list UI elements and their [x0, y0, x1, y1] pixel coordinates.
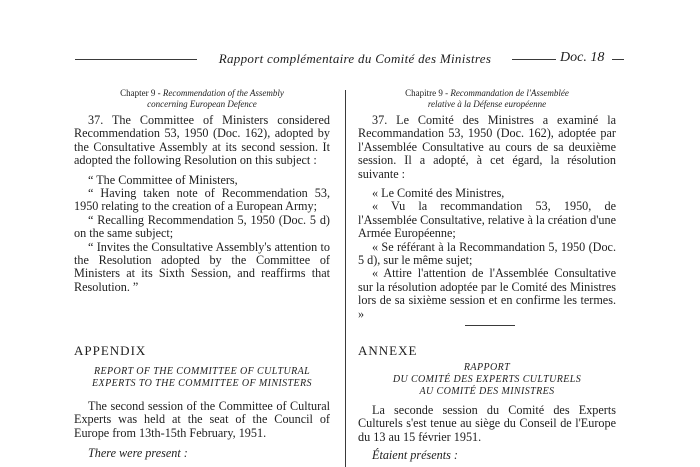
chapter-heading-fr: Chapitre 9 - Recommandation de l'Assemblée relative à la Défense européenne — [405, 88, 569, 109]
quote-line: « Se référant à la Recommandation 5, 1950 (Doc. 5 d), sur le même sujet; — [358, 239, 616, 268]
quote-line: « Vu la recommandation 53, 1950, de l'Assemblée Consultative, relative à la création d'une Armée Européenne; — [358, 199, 616, 241]
annex-paragraph-fr: La seconde session du Comité des Experts Culturels s'est tenue au siège du Conseil de l'Europe du 13 au 15 février 1951. — [358, 403, 616, 444]
quote-line: « Le Comité des Ministres, — [372, 186, 505, 201]
paragraph-37-en: 37. The Committee of Ministers considered Recommendation 53, 1950 (Doc. 162), adopted by the Consultative Assembly at its second session. It adopted the following Resolution on this subject : — [74, 113, 330, 168]
english-column — [74, 88, 330, 294]
rapport-sub-line2: AU COMITÉ DES MINISTRES — [419, 386, 555, 397]
appendix-paragraph-en: The second session of the Committee of Cultural Experts was held at the seat of the Council of Europe from 13th-15th February, 1951. — [74, 399, 330, 440]
rapport-sub-line1: DU COMITÉ DES EXPERTS CULTURELS — [392, 374, 582, 385]
chapter-title-line1: Recommandation de l'Assemblée — [450, 88, 569, 98]
resolution-quote-fr — [358, 187, 616, 321]
quote-line: “ Having taken note of Recommendation 53, 1950 relating to the creation of a European Army; — [74, 186, 330, 214]
french-column — [358, 88, 616, 321]
quote-line: “ Invites the Consultative Assembly's attention to the Resolution adopted by the Committee of Ministers at its Sixth Session, and reaffirms that Resolution. ” — [74, 239, 330, 294]
appendix-title: APPENDIX — [74, 343, 147, 358]
chapter-heading-en: Chapter 9 - Recommendation of the Assembly concerning European Defence — [120, 88, 284, 109]
doc-number: Doc. 18 — [560, 50, 605, 65]
quote-line: “ Recalling Recommendation 5, 1950 (Doc. 5 d) on the same subject; — [74, 212, 330, 241]
header-rule-end — [612, 59, 624, 60]
rapport-label: RAPPORT — [463, 362, 511, 373]
annex-title: ANNEXE — [358, 343, 418, 358]
column-divider — [345, 90, 346, 467]
chapter-title-line2: relative à la Défense européenne — [427, 99, 547, 109]
quote-line: “ The Committee of Ministers, — [88, 172, 238, 187]
running-title: Rapport complémentaire du Comité des Ministres — [218, 51, 492, 66]
header-rule-right — [512, 59, 556, 60]
chapter-title-line1: Recommendation of the Assembly — [162, 88, 284, 98]
present-label-fr: Étaient présents : — [372, 448, 458, 462]
paragraph-37-fr: 37. Le Comité des Ministres a examiné la Recommandation 53, 1950 (Doc. 162), adoptée par l'Assemblée Consultative au cours de sa deuxième session. Il a adopté, à cet égard, la résolution suivante : — [358, 113, 616, 181]
end-of-resolution-rule — [465, 325, 515, 326]
appendix-subtitle: REPORT OF THE COMMITTEE OF CULTURAL EXPERTS TO THE COMMITTEE OF MINISTERS — [92, 366, 312, 389]
header-rule-left — [75, 59, 197, 60]
quote-line: « Attire l'attention de l'Assemblée Consultative sur la résolution adoptée par le Comité des Ministres lors de sa sixième session et en confirme les termes. » — [358, 266, 616, 321]
rapport-heading — [358, 362, 616, 398]
chapter-label: Chapter 9 — [120, 88, 156, 98]
chapter-title-line2: concerning European Defence — [147, 99, 257, 109]
chapter-label: Chapitre 9 — [405, 88, 443, 98]
present-label-en: There were present : — [88, 446, 188, 460]
resolution-quote-en — [74, 174, 330, 295]
